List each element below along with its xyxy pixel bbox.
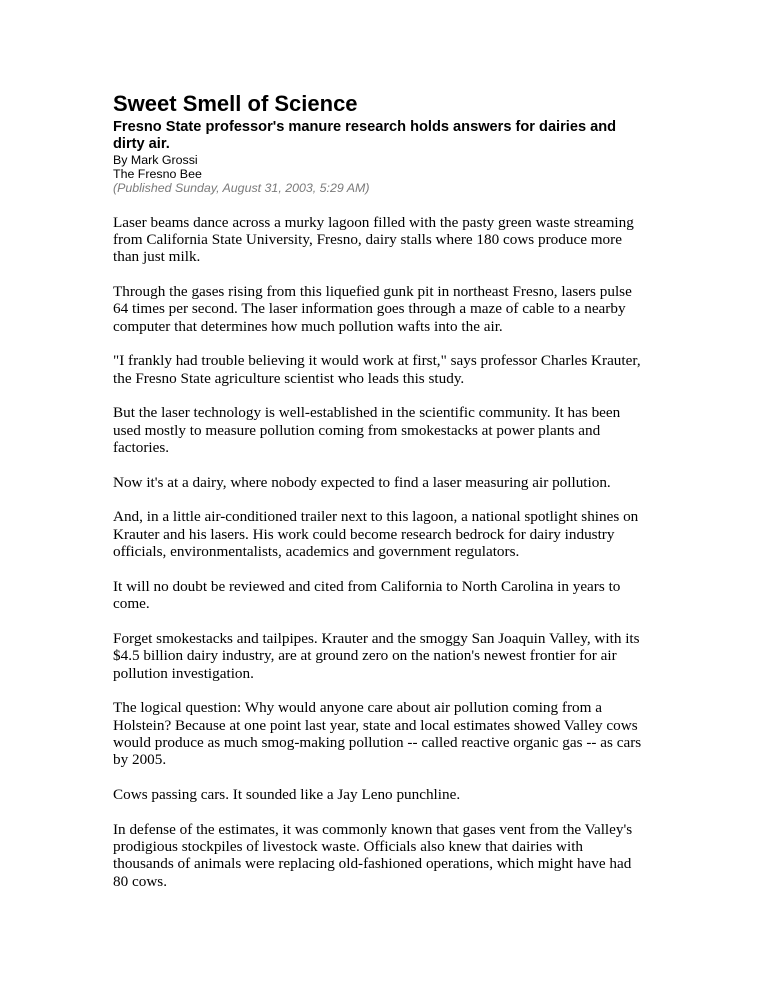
- article-paragraph: But the laser technology is well-established in the scientific community. It has been used mostly to measure pollution coming from smokestacks at power plants and factories.: [113, 404, 621, 457]
- published-date: (Published Sunday, August 31, 2003, 5:29 AM): [113, 181, 370, 196]
- article-paragraph: In defense of the estimates, it was commonly known that gases vent from the Valley's prodigious stockpiles of livestock waste. Officials also knew that dairies with thousands of animals were replacing old-fashioned operations, which might have had 80 cows.: [113, 820, 633, 890]
- article: [113, 92, 643, 907]
- article-paragraph: The logical question: Why would anyone care about air pollution coming from a Holstein? Because at one point last year, state and local estimates showed Valley cows would produce as much smog-making pollution -- called reactive organic gas -- as cars by 2005.: [113, 699, 642, 769]
- article-paragraph: Now it's at a dairy, where nobody expected to find a laser measuring air pollution.: [113, 473, 611, 491]
- article-body: [113, 214, 643, 891]
- article-subtitle: Fresno State professor's manure research holds answers for dairies and dirty air.: [113, 119, 617, 152]
- article-paragraph: Forget smokestacks and tailpipes. Krauter and the smoggy San Joaquin Valley, with its $4.5 billion dairy industry, are at ground zero on the nation's newest frontier for air pollution investigation.: [113, 629, 640, 682]
- article-paragraph: "I frankly had trouble believing it would work at first," says professor Charles Krauter, the Fresno State agriculture scientist who leads this study.: [113, 352, 641, 387]
- publication-name: The Fresno Bee: [113, 167, 202, 182]
- article-paragraph: And, in a little air-conditioned trailer next to this lagoon, a national spotlight shines on Krauter and his lasers. His work could become research bedrock for dairy industry officials, environmentalists, academics and government regulators.: [113, 508, 639, 561]
- article-paragraph: Cows passing cars. It sounded like a Jay Leno punchline.: [113, 786, 461, 804]
- author-byline: By Mark Grossi: [113, 153, 198, 167]
- article-paragraph: Laser beams dance across a murky lagoon filled with the pasty green waste streaming from California State University, Fresno, dairy stalls where 180 cows produce more than just milk.: [113, 213, 634, 266]
- article-title: Sweet Smell of Science: [113, 91, 358, 116]
- article-paragraph: Through the gases rising from this liquefied gunk pit in northeast Fresno, lasers pulse 64 times per second. The laser information goes through a maze of cable to a nearby computer that determines how much pollution wafts into the air.: [113, 283, 632, 335]
- article-paragraph: It will no doubt be reviewed and cited from California to North Carolina in years to come.: [113, 577, 621, 613]
